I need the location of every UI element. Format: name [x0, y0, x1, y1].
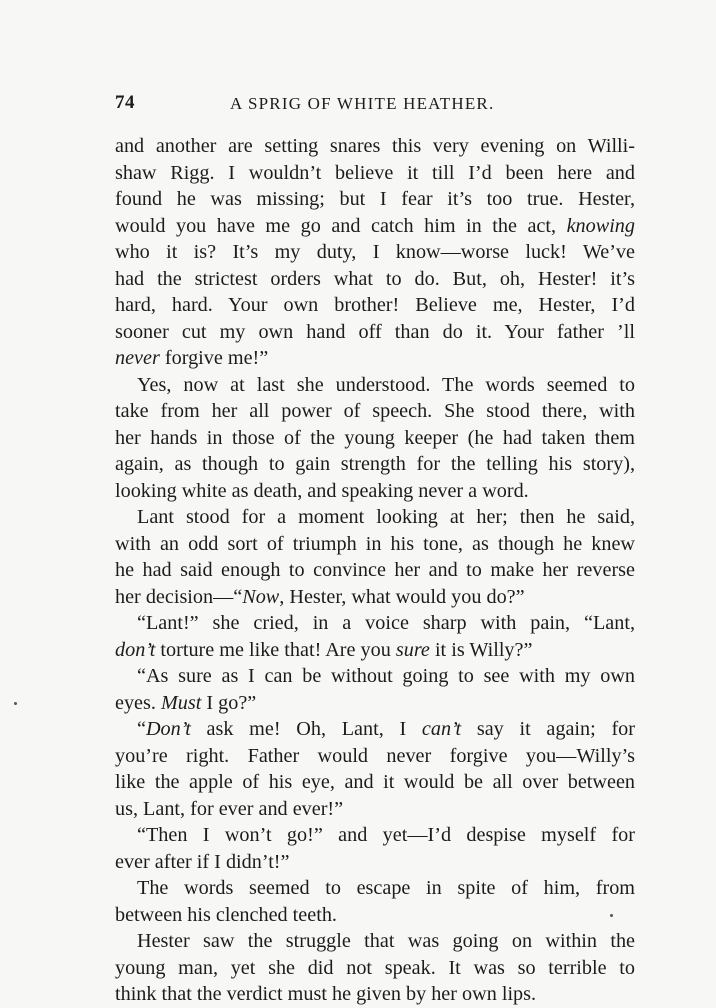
- text-line: eyes. Must I go?”: [115, 691, 257, 714]
- text-line: The words seemed to escape in spite of him, from: [137, 877, 635, 899]
- text-line: take from her all power of speech. She stood there, with: [115, 400, 635, 422]
- running-head: A SPRIG OF WHITE HEATHER.: [230, 94, 495, 113]
- print-speck: [610, 914, 613, 917]
- text-line: sooner cut my own hand off than do it. Your father ’ll: [115, 320, 635, 343]
- text-line: Hester saw the struggle that was going on within the: [137, 930, 635, 952]
- print-speck: [14, 702, 17, 705]
- page-header: [115, 92, 635, 116]
- text-line: Yes, now at last she understood. The words seemed to: [137, 373, 635, 396]
- text-line: young man, yet she did not speak. It was so terrible to: [115, 956, 635, 979]
- text-line: looking white as death, and speaking never a word.: [115, 479, 529, 502]
- text-line: who it is? It’s my duty, I know—worse luck! We’ve: [115, 241, 635, 263]
- text-line: between his clenched teeth.: [115, 903, 337, 926]
- text-line: had the strictest orders what to do. But, oh, Hester! it’s: [115, 267, 635, 290]
- text-line: found he was missing; but I fear it’s too true. Hester,: [115, 188, 635, 210]
- text-line: her decision—“Now, Hester, what would you do?”: [115, 585, 525, 608]
- text-line: and another are setting snares this very evening on Willi-: [115, 135, 635, 157]
- text-line: think that the verdict must he given by her own lips.: [115, 983, 537, 1005]
- page-number: 74: [115, 92, 135, 113]
- text-line: like the apple of his eye, and it would be all over between: [115, 771, 635, 793]
- text-line: hard, hard. Your own brother! Believe me, Hester, I’d: [115, 294, 635, 316]
- text-line: don’t torture me like that! Are you sure it is Willy?”: [115, 638, 533, 661]
- text-line: with an odd sort of triumph in his tone, as though he knew: [115, 532, 635, 555]
- text-line: “Don’t ask me! Oh, Lant, I can’t say it again; for: [137, 718, 635, 740]
- text-line: again, as though to gain strength for the telling his story),: [115, 453, 635, 475]
- text-line: would you have me go and catch him in the act, knowing: [115, 214, 635, 237]
- text-line: “Lant!” she cried, in a voice sharp with pain, “Lant,: [137, 612, 635, 634]
- text-line: her hands in those of the young keeper (he had taken them: [115, 426, 635, 449]
- text-line: shaw Rigg. I wouldn’t believe it till I’d been here and: [115, 161, 635, 184]
- text-line: “As sure as I can be without going to see with my own: [137, 665, 635, 687]
- text-line: he had said enough to convince her and to make her reverse: [115, 559, 635, 581]
- text-line: ever after if I didn’t!”: [115, 850, 290, 873]
- text-line: “Then I won’t go!” and yet—I’d despise myself for: [137, 824, 635, 846]
- text-line: us, Lant, for ever and ever!”: [115, 797, 344, 820]
- body-text: [115, 133, 635, 1008]
- text-line: never forgive me!”: [115, 347, 269, 369]
- text-line: Lant stood for a moment looking at her; then he said,: [137, 506, 635, 528]
- text-line: you’re right. Father would never forgive you—Willy’s: [115, 744, 635, 767]
